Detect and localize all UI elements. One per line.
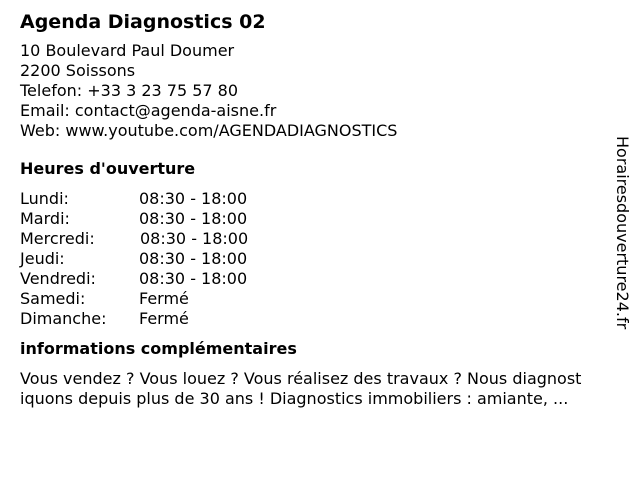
hours-day: Dimanche: bbox=[20, 309, 107, 328]
hours-row-monday bbox=[20, 189, 620, 209]
hours-day: Vendredi: bbox=[20, 269, 96, 288]
site-watermark: Horairesdouverture24.fr bbox=[613, 136, 632, 330]
hours-row-tuesday bbox=[20, 209, 620, 229]
info-text-line: iquons depuis plus de 30 ans ! Diagnostics immobiliers : amiante, ... bbox=[20, 389, 569, 408]
hours-day: Lundi: bbox=[20, 189, 69, 208]
hours-time: 08:30 - 18:00 bbox=[139, 189, 248, 208]
hours-time: 08:30 - 18:00 bbox=[139, 249, 248, 268]
hours-time: Fermé bbox=[139, 289, 189, 308]
hours-time: 08:30 - 18:00 bbox=[139, 209, 248, 228]
business-listing bbox=[20, 10, 620, 409]
hours-row-saturday bbox=[20, 289, 620, 309]
hours-row-sunday bbox=[20, 309, 620, 329]
opening-hours-table bbox=[20, 189, 620, 329]
contact-block bbox=[20, 41, 620, 141]
hours-day: Jeudi: bbox=[20, 249, 65, 268]
business-name: Agenda Diagnostics 02 bbox=[20, 11, 266, 33]
hours-row-wednesday bbox=[20, 229, 620, 249]
hours-time: 08:30 - 18:00 bbox=[139, 269, 248, 288]
info-text-line: Vous vendez ? Vous louez ? Vous réalisez des travaux ? Nous diagnost bbox=[20, 369, 582, 388]
phone-line: Telefon: +33 3 23 75 57 80 bbox=[20, 81, 239, 100]
address-city: 2200 Soissons bbox=[20, 61, 136, 80]
web-line: Web: www.youtube.com/AGENDADIAGNOSTICS bbox=[20, 121, 398, 140]
hours-time: 08:30 - 18:00 bbox=[140, 229, 249, 248]
hours-row-thursday bbox=[20, 249, 620, 269]
hours-day: Mercredi: bbox=[20, 229, 95, 248]
opening-hours-heading: Heures d'ouverture bbox=[20, 159, 196, 178]
hours-row-friday bbox=[20, 269, 620, 289]
hours-day: Samedi: bbox=[20, 289, 86, 308]
hours-time: Fermé bbox=[139, 309, 189, 328]
additional-info-heading: informations complémentaires bbox=[20, 339, 297, 358]
address-street: 10 Boulevard Paul Doumer bbox=[20, 41, 235, 60]
additional-info-text bbox=[20, 369, 620, 409]
email-line: Email: contact@agenda-aisne.fr bbox=[20, 101, 277, 120]
hours-day: Mardi: bbox=[20, 209, 70, 228]
